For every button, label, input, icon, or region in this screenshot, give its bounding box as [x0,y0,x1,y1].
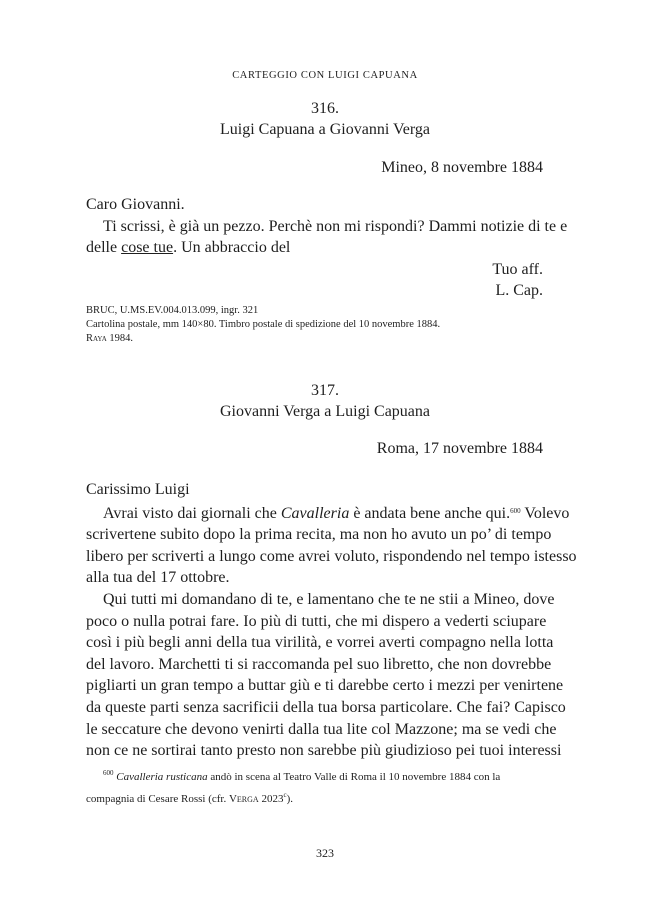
italic-title: Cavalleria rusticana [116,771,208,783]
letter-317-line: Qui tutti mi domandano di te, e lamentano che te ne stii a Mineo, dove [103,590,555,608]
letter-316-title: Luigi Capuana a Giovanni Verga [219,121,431,138]
underlined-text: cose tue [121,239,174,257]
letter-316-number: 316. [311,100,339,117]
text-run: . Un abbraccio del [173,239,291,257]
letter-317-line: così i più begli anni della tua virilità, e vorrei averti compagno nella lotta [86,634,554,652]
text-run: delle [86,239,122,257]
text-run: Volevo [520,504,570,522]
letter-317-line: poco o nulla potrai fare. Io più di tutti, che mi dispero a vederti sciupare [86,612,547,630]
footnote-line [86,765,543,787]
text-run: andò in scena al Teatro Valle di Roma il 10 novembre 1884 con la [207,771,501,783]
text-run: è andata bene anche qui. [349,504,511,522]
letter-317-line: pigliarti un gran tempo a buttar giù e ti darebbe certo i mezzi per venirtene [86,677,564,695]
letter-317-salutation: Carissimo Luigi [86,481,190,498]
source-line: Cartolina postale, mm 140×80. Timbro postale di spedizione del 10 novembre 1884. [86,319,441,330]
letter-317-line: alla tua del 17 ottobre. [86,569,230,587]
letter-317-line: libero per scriverti a lungo come avrei voluto, rispondendo nel tempo istesso [86,547,577,565]
letter-316-source [86,304,440,346]
source-line: BRUC, U.MS.EV.004.013.099, ingr. 321 [86,305,259,316]
letter-317-line: le seccature che devono venirti dalla tua lite col Mazzone; ma se vedi che [86,720,557,738]
footnote-600 [86,765,543,808]
letter-316-line [86,237,543,259]
text-run: compagnia di Cesare Rossi (cfr. [86,792,229,805]
letter-317-line [86,501,570,525]
text-run: 2023 [258,792,284,805]
letter-317-line: del lavoro. Marchetti ti si raccomanda pel suo libretto, che non dovrebbe [86,655,552,673]
footnote-number: 600 [103,769,114,777]
superscript: c [283,790,287,799]
source-line: Raya 1984. [86,333,134,344]
letter-316-closing: Tuo aff. [492,260,543,278]
author-small-caps: Verga [228,792,259,805]
letter-316-body [86,194,568,302]
letter-316-line: Ti scrissi, è già un pezzo. Perchè non mi rispondi? Dammi notizie di te e [103,217,568,235]
letter-316-signature: L. Cap. [495,282,543,300]
letter-316-place-date: Mineo, 8 novembre 1884 [381,159,543,176]
letter-316-salutation: Caro Giovanni. [86,196,185,213]
letter-317-title: Giovanni Verga a Luigi Capuana [219,403,431,420]
page-number: 323 [316,846,334,860]
running-head: CARTEGGIO CON LUIGI CAPUANA [232,70,418,81]
text-run: ). [286,792,293,805]
letter-317-line: non ce ne sortirai tanto presto non sarebbe più giudizioso pei tuoi interessi [86,742,562,760]
footnote-line [86,787,543,809]
footnote-reference[interactable]: 600 [510,506,521,515]
letter-317-line: scrivertene subito dopo la prima recita, ma non ho avuto un po’ di tempo [86,526,552,544]
letter-317-body [86,479,577,762]
letter-317-line: da queste parti senza sacrificii della tua borsa particolare. Che fai? Capisco [86,698,566,716]
letter-317-place-date: Roma, 17 novembre 1884 [376,440,543,457]
text-run: Avrai visto dai giornali che [103,504,281,522]
italic-title: Cavalleria [280,504,350,522]
letter-317-number: 317. [311,382,339,399]
